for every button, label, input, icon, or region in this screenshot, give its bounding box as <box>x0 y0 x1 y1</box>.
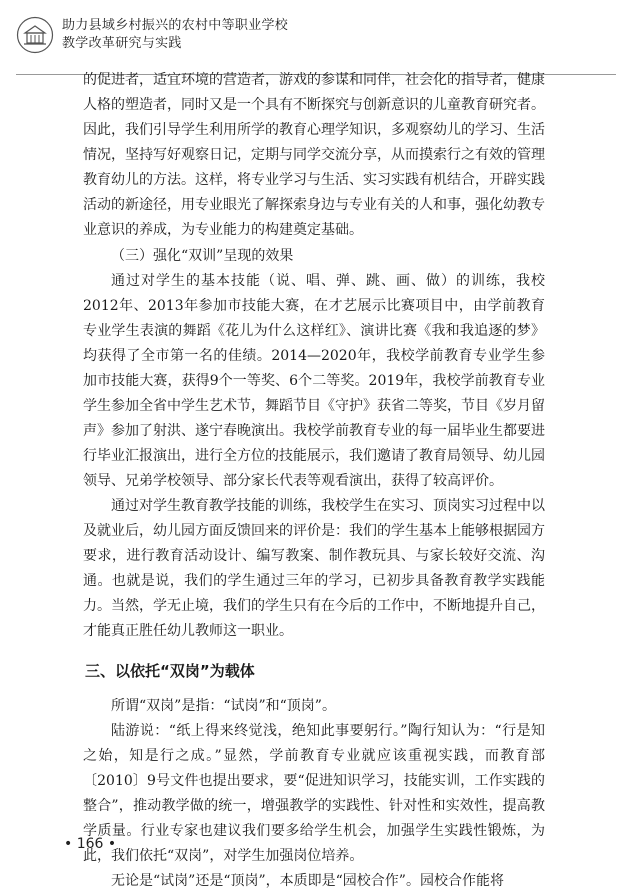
paragraph: 陆游说：“纸上得来终觉浅，绝知此事要躬行。”陶行知认为：“行是知之始，知是行之成。”显然，学前教育专业就应该重视实践，而教育部〔2010〕9号文件也提出要求，要“促进知识学习，技能实训，工作实践的整合”，推动教学做的统一，增强教学的实践性、针对性和实效性，提高教学质量。行业专家也建议我们要多给学生机会，加强学生实践性锻炼，为此，我们依托“双岗”，对学生加强岗位培养。 <box>83 723 545 864</box>
header-title <box>62 17 288 53</box>
header-title-line2: 教学改革研究与实践 <box>62 36 182 51</box>
paragraph: 的促进者，适宜环境的营造者，游戏的参谋和同伴，社会化的指导者，健康人格的塑造者，同时又是一个具有不断探究与创新意识的儿童教育研究者。因此，我们引导学生利用所学的教育心理学知识，多观察幼儿的学习、生活情况，坚持写好观察日记，定期与同学交流分享，从而摸索行之有效的管理教育幼儿的方法。这样，将专业学习与生活、实习实践有机结合，开辟实践活动的新途径，用专业眼光了解探索身边与专业有关的人和事，强化幼教专业意识的养成，为专业能力的构建奠定基础。 <box>83 72 545 238</box>
section-heading: 三、以依托“双岗”为载体 <box>85 662 255 680</box>
school-building-icon <box>16 16 54 54</box>
paragraph: 无论是“试岗”还是“顶岗”，本质即是“园校合作”。园校合作能将 <box>111 873 504 889</box>
page-number: • 166 • <box>64 836 117 852</box>
paragraph: 所谓“双岗”是指：“试岗”和“顶岗”。 <box>111 698 336 714</box>
paragraph: 通过对学生的基本技能（说、唱、弹、跳、画、做）的训练，我校2012年、2013年参加市技能大赛，在才艺展示比赛项目中，由学前教育专业学生表演的舞蹈《花儿为什么这样红》、演讲比赛《我和我追逐的梦》均获得了全市第一名的佳绩。2014—2020年，我校学前教育专业学生参加市技能大赛，获得9个一等奖、6个二等奖。2019年，我校学前教育专业学生参加全省中学生艺术节，舞蹈节目《守护》获省二等奖，节目《岁月留声》参加了射洪、遂宁春晚演出。我校学前教育专业的每一届毕业生都要进行毕业汇报演出，进行全方位的技能展示，我们邀请了教育局领导、幼儿园领导、兄弟学校领导、部分家长代表等观看演出，获得了较高评价。 <box>83 273 545 489</box>
header-title-line1: 助力县域乡村振兴的农村中等职业学校 <box>62 18 289 33</box>
subsection-heading: （三）强化“双训”呈现的效果 <box>111 248 294 264</box>
page-body <box>83 68 545 894</box>
paragraph: 通过对学生教育教学技能的训练，我校学生在实习、顶岗实习过程中以及就业后，幼儿园方面反馈回来的评价是：我们的学生基本上能够根据园方要求，进行教育活动设计、编写教案、制作教玩具、与家长较好交流、沟通。也就是说，我们的学生通过三年的学习，已初步具备教育教学实践能力。当然，学无止境，我们的学生只有在今后的工作中，不断地提升自己，才能真正胜任幼儿教师这一职业。 <box>83 498 545 639</box>
running-header <box>16 16 606 60</box>
